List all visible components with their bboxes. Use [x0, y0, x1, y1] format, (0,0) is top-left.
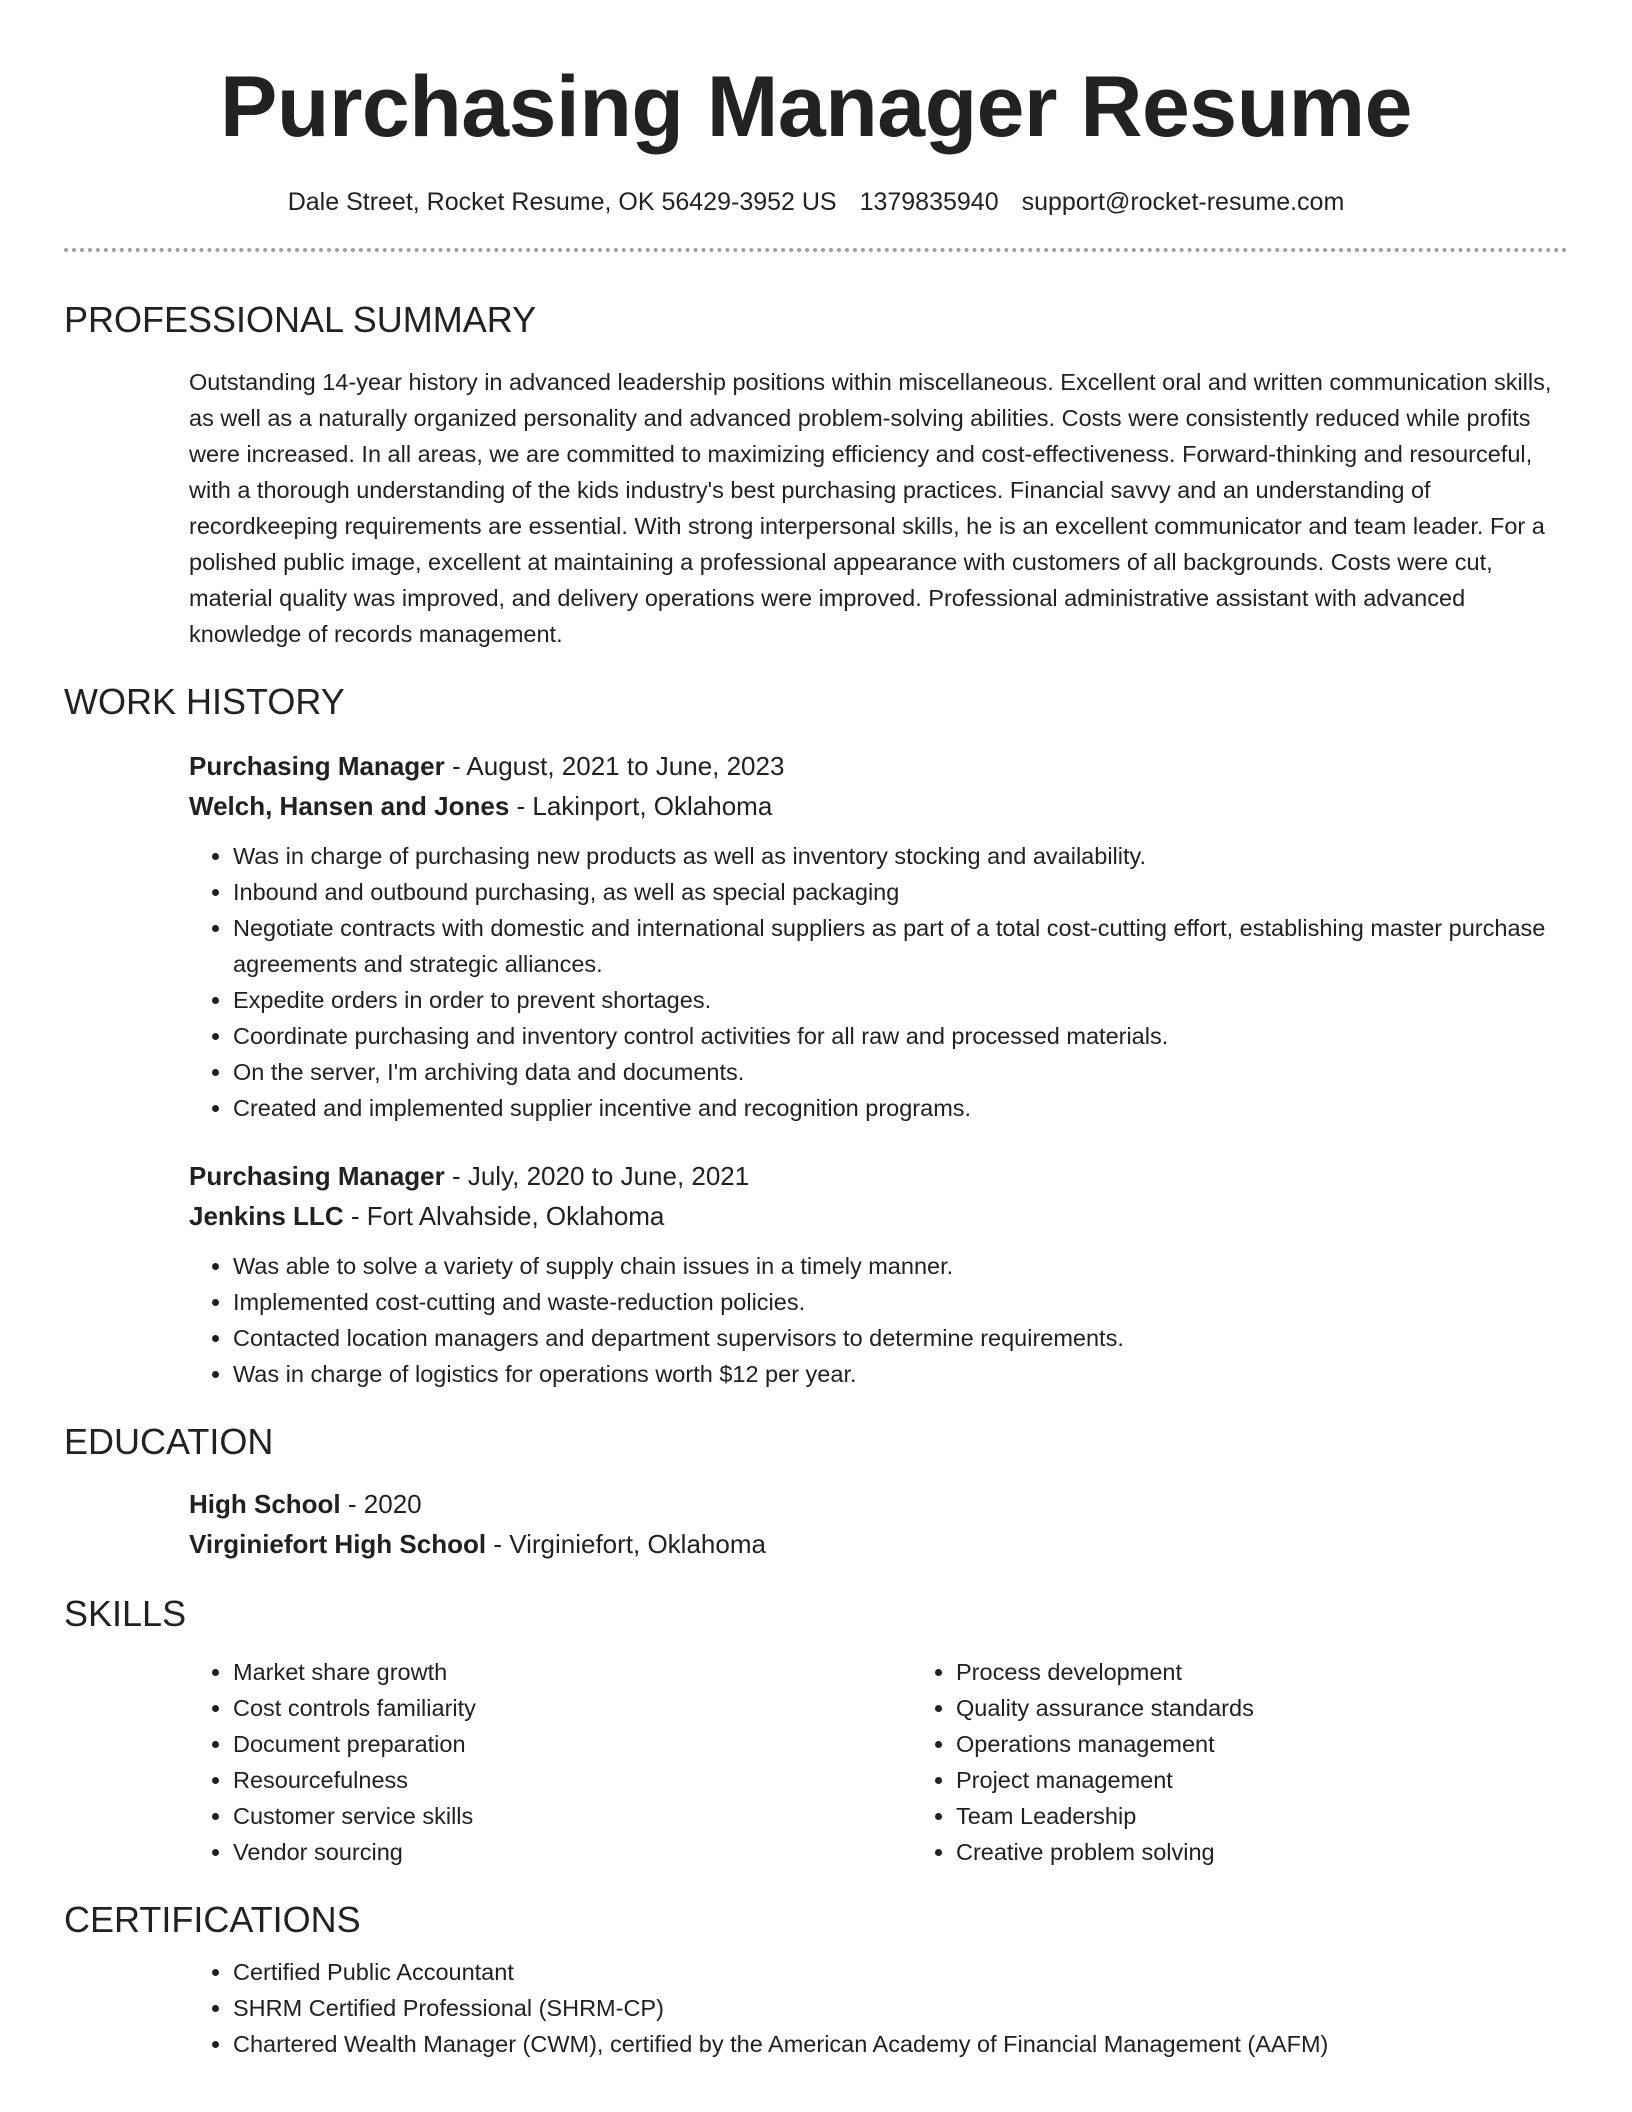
job-dates: - August, 2021 to June, 2023: [444, 751, 785, 781]
job-bullet: • Created and implemented supplier incentive and recognition programs.: [233, 1090, 1556, 1126]
skills-columns: [189, 1654, 1556, 1870]
contact-phone: 1379835940: [859, 188, 999, 216]
skill-item: • Creative problem solving: [956, 1834, 1556, 1870]
education-degree: High School: [189, 1489, 341, 1519]
job-bullet: • Expedite orders in order to prevent shortages.: [233, 982, 1556, 1018]
resume-title: Purchasing Manager Resume: [220, 59, 1412, 155]
summary-heading: PROFESSIONAL SUMMARY: [64, 299, 537, 340]
header-divider: [64, 248, 1568, 252]
skill-item: • Vendor sourcing: [233, 1834, 912, 1870]
job-bullet: • Was in charge of logistics for operations worth $12 per year.: [233, 1356, 1556, 1392]
education-school: Virginiefort High School: [189, 1529, 487, 1559]
education-heading: EDUCATION: [64, 1421, 274, 1462]
job-bullets: [189, 838, 1556, 1126]
certifications-list: [189, 1954, 1556, 2062]
skill-item: • Resourcefulness: [233, 1762, 912, 1798]
job-title: Purchasing Manager: [189, 1161, 445, 1191]
job-entry: [189, 1156, 1556, 1392]
skill-item: • Document preparation: [233, 1726, 912, 1762]
skill-item: • Project management: [956, 1762, 1556, 1798]
job-title: Purchasing Manager: [189, 751, 445, 781]
certifications-heading: CERTIFICATIONS: [64, 1899, 361, 1940]
job-bullet: • Coordinate purchasing and inventory control activities for all raw and processed materials.: [233, 1018, 1556, 1054]
job-bullet: • Was in charge of purchasing new products as well as inventory stocking and availability.: [233, 838, 1556, 874]
job-company-line: [189, 786, 1556, 826]
job-title-line: [189, 746, 1556, 786]
education-degree-line: [189, 1484, 1556, 1524]
skill-item: • Market share growth: [233, 1654, 912, 1690]
job-bullet: • Negotiate contracts with domestic and international suppliers as part of a total cost-cutting effort, establishing master purchase agreements and strategic alliances.: [233, 910, 1556, 982]
job-bullets: [189, 1248, 1556, 1392]
skill-item: • Customer service skills: [233, 1798, 912, 1834]
contact-address: Dale Street, Rocket Resume, OK 56429-3952 US: [287, 188, 837, 216]
job-company: Welch, Hansen and Jones: [189, 791, 510, 821]
job-dates: - July, 2020 to June, 2021: [444, 1161, 750, 1191]
skills-heading: SKILLS: [64, 1593, 187, 1634]
job-bullet: • Implemented cost-cutting and waste-reduction policies.: [233, 1284, 1556, 1320]
skills-list-left: [189, 1654, 912, 1870]
contact-email: support@rocket-resume.com: [1021, 188, 1345, 216]
job-bullet: • Inbound and outbound purchasing, as well as special packaging: [233, 874, 1556, 910]
job-entry: [189, 746, 1556, 1126]
job-bullet: • On the server, I'm archiving data and documents.: [233, 1054, 1556, 1090]
education-entry: [189, 1484, 1556, 1564]
job-bullet: • Contacted location managers and department supervisors to determine requirements.: [233, 1320, 1556, 1356]
job-title-line: [189, 1156, 1556, 1196]
skills-list-right: [912, 1654, 1556, 1870]
skill-item: • Team Leadership: [956, 1798, 1556, 1834]
summary-text: Outstanding 14-year history in advanced leadership positions within miscellaneous. Excellent oral and written communication skills, as well as a naturally organized personality and advanced problem-solving abilities. Costs were consistently reduced while profits were increased. In all areas, we are committed to maximizing efficiency and cost-effectiveness. Forward-thinking and resourceful, with a thorough understanding of the kids industry's best purchasing practices. Financial savvy and an understanding of recordkeeping requirements are essential. With strong interpersonal skills, he is an excellent communicator and team leader. For a polished public image, excellent at maintaining a professional appearance with customers of all backgrounds. Costs were cut, material quality was improved, and delivery operations were improved. Professional administrative assistant with advanced knowledge of records management.: [189, 369, 1552, 647]
skill-item: • Quality assurance standards: [956, 1690, 1556, 1726]
certification-item: • Certified Public Accountant: [233, 1954, 1556, 1990]
certifications-entry: [189, 1954, 1556, 2062]
job-bullet: • Was able to solve a variety of supply chain issues in a timely manner.: [233, 1248, 1556, 1284]
certification-item: • SHRM Certified Professional (SHRM-CP): [233, 1990, 1556, 2026]
work-history-heading: WORK HISTORY: [64, 681, 345, 722]
job-location: - Fort Alvahside, Oklahoma: [343, 1201, 665, 1231]
skill-item: • Process development: [956, 1654, 1556, 1690]
education-year: - 2020: [340, 1489, 422, 1519]
contact-line: [0, 184, 1632, 220]
education-location: - Virginiefort, Oklahoma: [486, 1529, 766, 1559]
job-company-line: [189, 1196, 1556, 1236]
job-location: - Lakinport, Oklahoma: [509, 791, 773, 821]
education-school-line: [189, 1524, 1556, 1564]
skill-item: • Cost controls familiarity: [233, 1690, 912, 1726]
job-company: Jenkins LLC: [189, 1201, 344, 1231]
skill-item: • Operations management: [956, 1726, 1556, 1762]
certification-item: • Chartered Wealth Manager (CWM), certified by the American Academy of Financial Management (AAFM): [233, 2026, 1556, 2062]
